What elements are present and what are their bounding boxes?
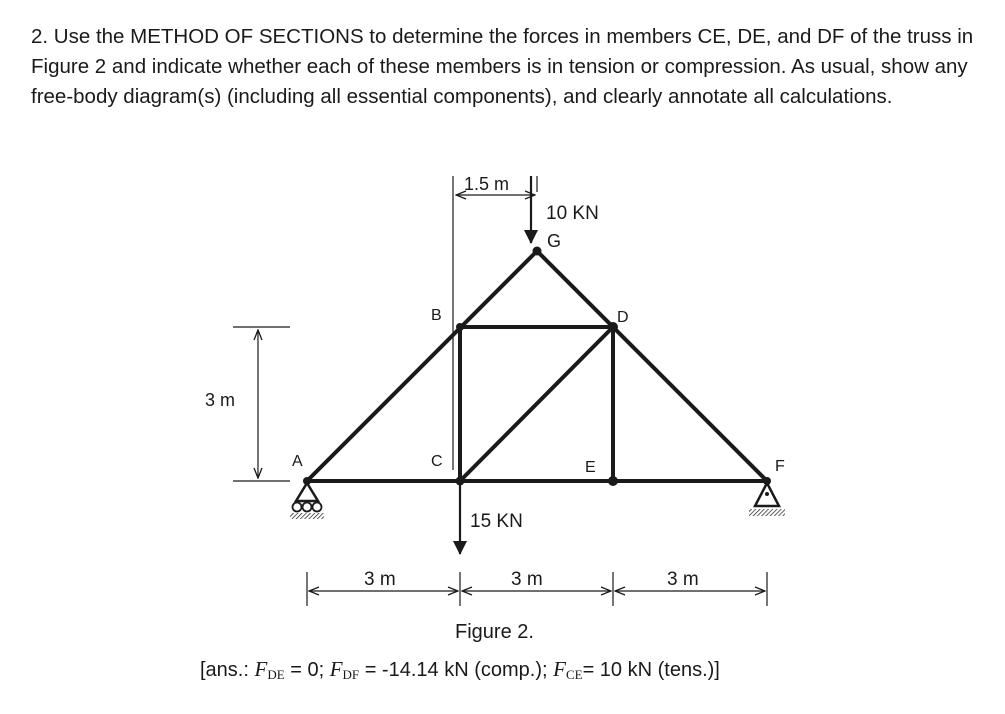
load-label-10kn: 10 KN (546, 203, 599, 224)
answer-f3-symbol: F (553, 657, 566, 681)
pin-support-F (749, 483, 785, 516)
answer-f1-subscript: DE (267, 667, 285, 682)
roller-support-A (290, 483, 324, 519)
joint-label-F: F (775, 458, 785, 475)
answer-f1-value: = 0; (284, 659, 330, 681)
answer-line (200, 657, 720, 683)
member-AG (307, 251, 537, 481)
answer-f3-subscript: CE (565, 667, 583, 682)
dimension-height (233, 327, 290, 481)
joint-dots (303, 247, 771, 487)
answer-f1-symbol: F (254, 657, 268, 681)
joint-B-dot (456, 323, 464, 331)
member-CD (460, 327, 613, 481)
joint-label-B: B (431, 307, 442, 324)
dimension-label-height: 3 m (205, 390, 236, 410)
joint-label-G: G (547, 231, 562, 251)
truss-members (307, 251, 767, 481)
joint-label-D: D (617, 309, 629, 326)
problem-text: 2. Use the METHOD OF SECTIONS to determine the forces in members CE, DE, and DF of the truss in Figure 2 and indicate whether each of these members is in tension or compression. As usual, show any free-body diagram(s) (including all essential components), and clearly annotate all calculations. (31, 25, 974, 108)
answer-open: [ans.: (200, 659, 255, 681)
dimension-label-span-1: 3 m (364, 569, 396, 590)
joint-G-dot (533, 247, 542, 256)
dimension-label-span-3: 3 m (667, 569, 699, 590)
answer-f2-subscript: DF (342, 667, 360, 682)
answer-f2-value: = -14.14 kN (comp.); (359, 659, 554, 681)
figure-caption: Figure 2. (455, 621, 534, 643)
answer-f2-symbol: F (329, 657, 343, 681)
joint-label-A: A (292, 453, 303, 470)
dimension-label-span-2: 3 m (511, 569, 543, 590)
joint-label-E: E (585, 459, 596, 476)
answer-f3-value: = 10 kN (tens.)] (582, 659, 720, 681)
joint-E-dot (608, 476, 618, 486)
load-label-15kn: 15 KN (470, 511, 523, 532)
joint-label-C: C (431, 453, 443, 470)
dimension-label-1-5m: 1.5 m (464, 174, 510, 194)
